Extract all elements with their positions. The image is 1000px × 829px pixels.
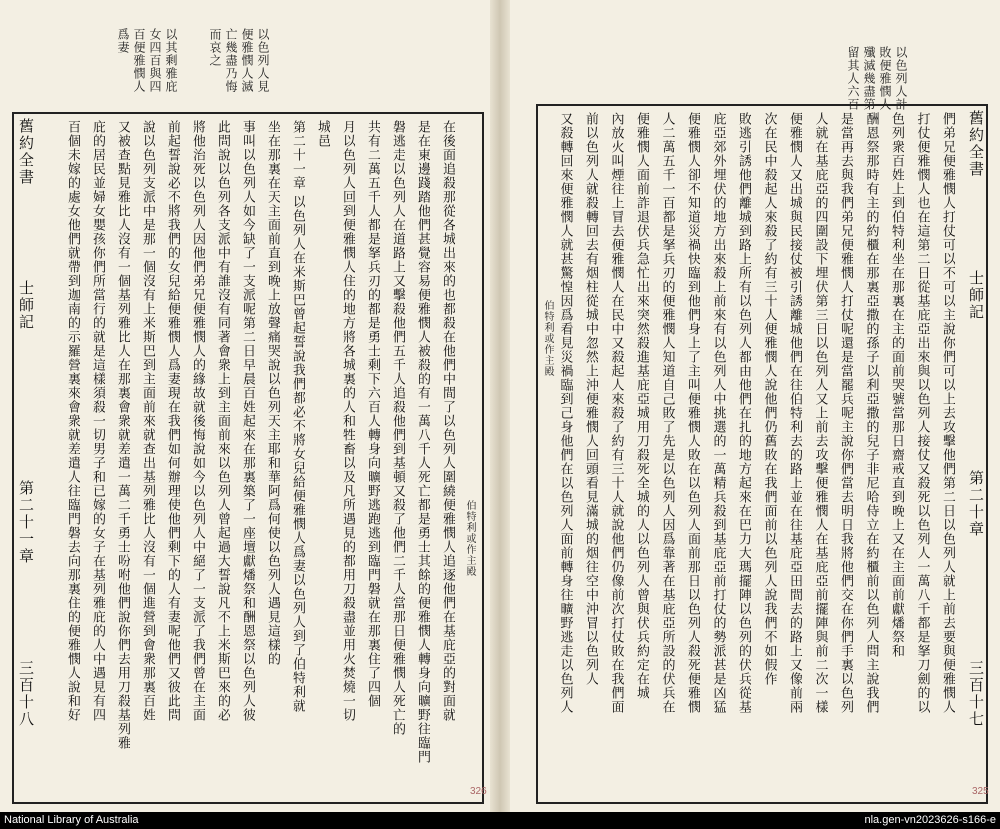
text-column: 是當再去與我們弟兄便雅憫人打仗呢還是當罷兵呢主說你們當去明日我將他們交在你們手裏以色列: [838, 112, 853, 714]
text-column: 色列衆百姓上到伯特利坐在那裏在主的面前哭號當那日齋戒直到晚上又在主面前獻燔祭和: [889, 112, 904, 658]
right-margin-note: 伯特利或作主殿: [542, 300, 553, 377]
text-column: 內放火叫煙往上冒去便雅憫人在民中又殺起人來殺了約有三十人就說他們仍像前次打仗敗在我們面: [608, 112, 624, 714]
right-top-note-4: 留其人六百: [846, 46, 860, 111]
text-column: 磐逃走以色列人在道路上又擊殺他們五千人追殺他們到基頓又殺了他們二千人當那日便雅憫人死亡的: [390, 120, 405, 736]
text-column: 是在東邊踐踏他們甚覺容易便雅憫人被殺的有一萬八千人死亡都是勇士其餘的便雅憫人轉身向曠野往臨門: [415, 120, 430, 764]
right-page-number: 三百十七: [967, 660, 985, 728]
left-top-note-7: 百便雅憫人: [132, 28, 146, 93]
right-top-note-2: 敗便雅憫人: [878, 46, 892, 111]
left-margin-note: 伯特利或作主殿: [464, 500, 475, 577]
left-running-title: 舊約全書: [17, 118, 35, 186]
text-column: 酬恩祭那時有主的約櫃在那裏亞撒的孫子以利亞撒的兒子非尼哈侍立在約櫃前以色列人問主說我們: [863, 112, 879, 714]
left-top-note-3: 亡幾盡乃悔: [224, 28, 238, 93]
text-column: 事叫以色列人如今缺了一支派呢第二日早晨百姓起來在那裏築了一座壇獻燔祭和酬恩祭以色列人彼: [240, 120, 255, 722]
right-running-title: 舊約全書: [967, 110, 985, 178]
text-column: 前以色列人就殺轉回去有烟柱從城中忽然上沖便雅憫人回頭看見滿城的烟往空中沖冒以色列人: [583, 112, 598, 686]
gutter-mark-right: 325: [972, 786, 989, 797]
text-column: 在後面追殺那從各城出來的也都殺在他們中間了以色列人圍繞便雅憫人追逐他們在基庇亞的對面就: [440, 120, 455, 722]
text-column: 城邑: [315, 120, 330, 148]
left-top-note-4: 而哀之: [208, 28, 222, 67]
left-top-note-1: 以色列人見: [256, 28, 270, 93]
text-column: 又被查點見雅比人沒有一個基列雅比人在那裏會衆就差遣一萬二千勇士吩咐他們說你們去用刀殺基列雅: [115, 120, 130, 750]
text-column: 們弟兄便雅憫人打仗可以不可以主說你們可以上去攻擊他們第二日以色列人就上前去要與便雅憫人: [940, 112, 955, 714]
left-book-name: 士師記: [17, 280, 35, 331]
right-book-name: 士師記: [967, 270, 985, 321]
text-column: 次在民中殺起人來殺了約有三十人便雅憫人說他們仍舊敗在我們面前以色列人說我們不如假作: [761, 112, 777, 686]
text-column: 此問說以色列各支派中有誰沒有同著會衆上到主面前來以色列人曾起過大誓說凡不上米斯巴來的必: [215, 120, 230, 722]
right-top-note-1: 以色列人計: [894, 46, 908, 111]
text-column: 敗逃引誘他們離城到路上所有以色列人都由他們在扎的地方起來在巴力大瑪擺陣以色列的伏兵從基: [736, 112, 751, 714]
footer-library-name: National Library of Australia: [4, 814, 139, 826]
text-column: 將他治死以色列人因他們弟兄便雅憫人的緣故就後悔說如今以色列人中絕了一支派了我們曾在主面: [190, 120, 205, 722]
text-column: 第二十一章 以色列人在米斯巴曾起誓說我們都必不將女兒給便雅憫人爲妻以色列人到了伯特利就: [290, 120, 305, 714]
text-column: 人二萬五千一百都是拏兵刃的便雅憫人知道自己敗了先是以色列人因爲靠著在基庇亞所設的伏兵在: [659, 112, 675, 714]
text-column: 又殺轉回來便雅憫人就甚驚惶因爲看見災禍臨到己身他們在以色列人面前轉身往曠野逃走以色列人: [557, 112, 573, 714]
left-top-note-2: 便雅憫人滅: [240, 28, 254, 93]
book-spine: [490, 0, 510, 812]
right-chapter-label: 第二十章: [967, 470, 985, 538]
text-column: 便雅憫人面前詐退伏兵急忙出來突然殺進基庇亞城用刀殺死全城的人以色列人曾與伏兵約定在城: [634, 112, 649, 700]
left-top-note-6: 女四百與四: [148, 28, 162, 93]
text-column: 打仗便雅憫人也在這第二日從基庇亞出來與以色列人接仗又殺死以色列人一萬八千都是拏刀劍的以: [914, 112, 930, 714]
text-column: 人就在基庇亞的四圍設下埋伏第三日以色列人又上前去攻擊便雅憫人在基庇亞前擺陣與前二次一樣: [812, 112, 828, 714]
left-chapter-label: 第二十一章: [17, 480, 35, 565]
text-column: 百個未嫁的處女他們就帶到迦南的示羅營裏來會衆就差遣人往臨門磐去向那裏住的便雅憫人說和好: [65, 120, 80, 722]
text-column: 庇亞郊外埋伏的地方出來殺上前來有以色列人中挑選的一萬精兵殺到基庇亞前打仗的勢派甚是凶猛: [710, 112, 726, 714]
left-top-note-5: 以其剩雅庇: [164, 28, 178, 93]
right-top-note-3: 殲滅幾盡第: [862, 46, 876, 111]
text-column: 說以色列支派中是那一個沒有上米斯巴到主面前來就查出基列雅比人沒有一個進營到會衆那裏百姓: [140, 120, 155, 722]
text-column: 庇的居民並婦女嬰孩你們所當行的就是這樣須殺一切男子和已嫁的女子在基列雅庇的人中遇見有四: [90, 120, 105, 722]
text-column: 便雅憫人又出城與民接仗被引誘離城他們在往伯特利去的路上並在往基庇亞田間去的路上又像前兩: [787, 112, 802, 714]
footer-bar: [0, 812, 1000, 829]
text-column: 共有二萬五千人都是拏兵刃的都是勇士剩下六百人轉身向曠野逃跑逃到臨門磐就在那裏住了四個: [365, 120, 380, 708]
footer-identifier: nla.gen-vn2023626-s166-e: [864, 814, 996, 826]
left-page-number: 三百十八: [17, 660, 35, 728]
text-column: 月以色列人回到便雅憫人住的地方將各城裏的人和牲畜以及凡所遇見的都用刀殺盡並用火焚燒一切: [340, 120, 355, 722]
text-column: 便雅憫人卻不知道災禍快臨到他們身上了主叫便雅憫人敗在以色列人面前那日以色列人殺死便雅憫: [685, 112, 700, 714]
text-column: 前起誓說必不將我們的女兒給便雅憫人爲妻現在我們如何辦理使他們剩下的人有妻呢他們又彼此問: [165, 120, 180, 722]
left-top-note-8: 爲妻: [116, 28, 130, 54]
gutter-mark-left: 326: [470, 786, 487, 797]
text-column: 坐在那裏在天主面前直到晚上放聲痛哭說以色列天主耶和華阿爲何使以色列人遇見這樣的: [265, 120, 280, 666]
